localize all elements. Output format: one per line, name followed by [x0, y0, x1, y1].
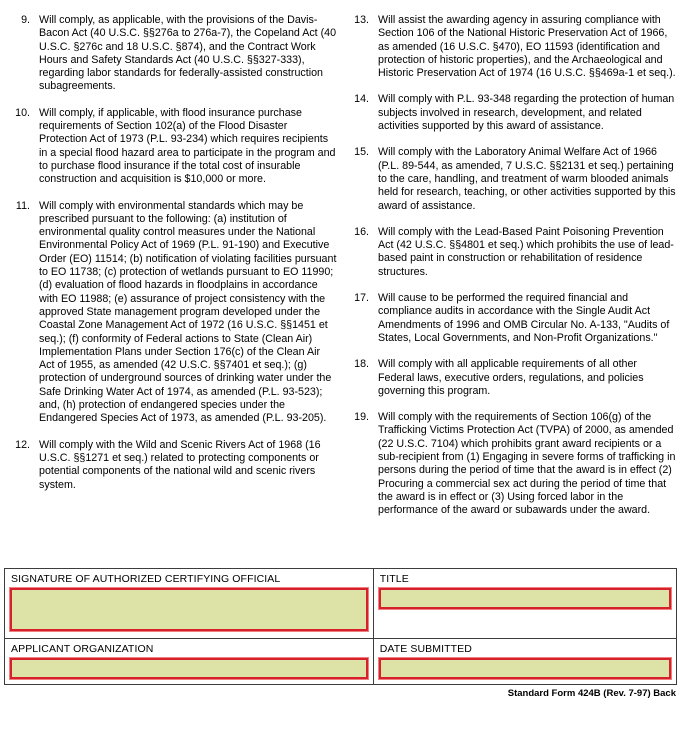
assurance-item-13 [349, 14, 676, 80]
item-number: 15. [354, 146, 369, 159]
applicant-organization-input[interactable] [10, 658, 368, 679]
title-cell [373, 569, 676, 638]
item-number: 19. [354, 411, 369, 424]
applicant-organization-cell [5, 638, 373, 684]
form-number-note: Standard Form 424B (Rev. 7-97) Back [507, 688, 676, 699]
item-number: 12. [15, 438, 30, 451]
assurance-item-12 [10, 439, 337, 492]
item-text: Will comply, as applicable, with the provisions of the Davis-Bacon Act (40 U.S.C. §§276a to 276a-7), the Copeland Act (40 U.S.C. §276c and 18 U.S.C. §874), and the Contract Work Hours and Safety Standards Act (40 U.S.C. §§327-333), regarding labor standards for federally-assisted construction subagreements. [39, 14, 337, 93]
applicant-organization-label: APPLICANT ORGANIZATION [11, 643, 154, 655]
assurance-item-10 [10, 107, 337, 187]
item-number: 9. [21, 14, 30, 26]
item-text: Will cause to be performed the required financial and compliance audits in accordance with the Single Audit Act Amendments of 1996 and OMB Circular No. A-133, "Audits of States, Local Governments, and Non-Profit Organizations." [378, 292, 670, 344]
assurances-right-column [349, 14, 676, 518]
signature-table [4, 568, 677, 685]
item-text: Will comply with the Lead-Based Paint Poisoning Prevention Act (42 U.S.C. §§4801 et seq.) which prohibits the use of lead-based paint in construction or rehabilitation of residence structures. [378, 225, 674, 278]
assurance-item-9 [10, 14, 337, 94]
item-number: 16. [354, 225, 369, 238]
item-text: Will comply with environmental standards which may be prescribed pursuant to the following: (a) institution of environmental quality control measures under the National Environmental Policy Act of 1969 (P.L. 91-190) and Executive Order (EO) 11514; (b) notification of violating facilities pursuant to EO 11738; (c) protection of wetlands pursuant to EO 11990; (d) evaluation of flood hazards in floodplains in accordance with EO 11988; (e) assurance of project consistency with the approved State management program developed under the Coastal Zone Management Act of 1972 (16 U.S.C. §§1451 et seq.); (f) conformity of Federal actions to State (Clean Air) Implementation Plans under Section 176(c) of the Clean Air Act of 1955, as amended (42 U.S.C. §§7401 et seq.); (g) protection of underground sources of drinking water under the Safe Drinking Water Act of 1974, as amended (P.L. 93-523); and, (h) protection of endangered species under the Endangered Species Act of 1973, as amended (P.L. 93-205). [39, 199, 337, 425]
date-submitted-cell [373, 638, 676, 684]
date-submitted-input[interactable] [379, 658, 671, 679]
item-number: 10. [15, 106, 30, 119]
item-text: Will comply with the requirements of Section 106(g) of the Trafficking Victims Protection Act (TVPA) of 2000, as amended (22 U.S.C. 7104) which prohibits grant award recipients or a sub-recipient from (1) Engaging in severe forms of trafficking in persons during the period of time that the award is in effect (2) Procuring a commercial sex act during the period of time that the award is in effect or (3) Using forced labor in the performance of the award or subawards under the award. [378, 411, 676, 517]
item-text: Will comply with P.L. 93-348 regarding the protection of human subjects involved in research, development, and related activities supported by this award of assistance. [378, 93, 675, 133]
title-label: TITLE [379, 573, 409, 585]
assurance-item-11 [10, 200, 337, 426]
item-number: 11. [15, 199, 30, 212]
item-number: 18. [354, 358, 369, 371]
assurance-item-14 [349, 93, 676, 133]
assurance-item-15 [349, 146, 676, 212]
item-text: Will assist the awarding agency in assuring compliance with Section 106 of the National Historic Preservation Act of 1966, as amended (16 U.S.C. §470), EO 11593 (identification and protection of historic properties), and the Archaeological and Historic Preservation Act of 1974 (16 U.S.C. §§469a-1 et seq.). [378, 14, 676, 80]
signature-cell [5, 569, 373, 638]
assurance-item-16 [349, 226, 676, 279]
assurance-item-18 [349, 358, 676, 398]
item-number: 13. [354, 14, 369, 26]
item-text: Will comply with the Laboratory Animal Welfare Act of 1966 (P.L. 89-544, as amended, 7 U.S.C. §§2131 et seq.) pertaining to the care, handling, and treatment of warm blooded animals held for research, teaching, or other activities supported by this award of assistance. [378, 146, 676, 212]
item-text: Will comply, if applicable, with flood insurance purchase requirements of Section 102(a) of the Flood Disaster Protection Act of 1973 (P.L. 93-234) which requires recipients in a special flood hazard area to participate in the program and to purchase flood insurance if the total cost of insurable construction and acquisition is $10,000 or more. [39, 106, 336, 186]
assurance-item-17 [349, 292, 676, 345]
item-number: 17. [354, 292, 369, 305]
date-submitted-label: DATE SUBMITTED [379, 643, 472, 655]
item-text: Will comply with all applicable requirements of all other Federal laws, executive orders, regulations, and policies governing this program. [378, 358, 644, 397]
item-number: 14. [354, 93, 369, 106]
signature-label: SIGNATURE OF AUTHORIZED CERTIFYING OFFICIAL [11, 573, 281, 585]
title-input[interactable] [379, 588, 671, 609]
assurances-left-column [10, 14, 337, 518]
signature-input[interactable] [10, 588, 368, 631]
item-text: Will comply with the Wild and Scenic Rivers Act of 1968 (16 U.S.C. §§1271 et seq.) related to protecting components or potential components of the national wild and scenic rivers system. [39, 438, 321, 491]
assurance-item-19 [349, 411, 676, 517]
